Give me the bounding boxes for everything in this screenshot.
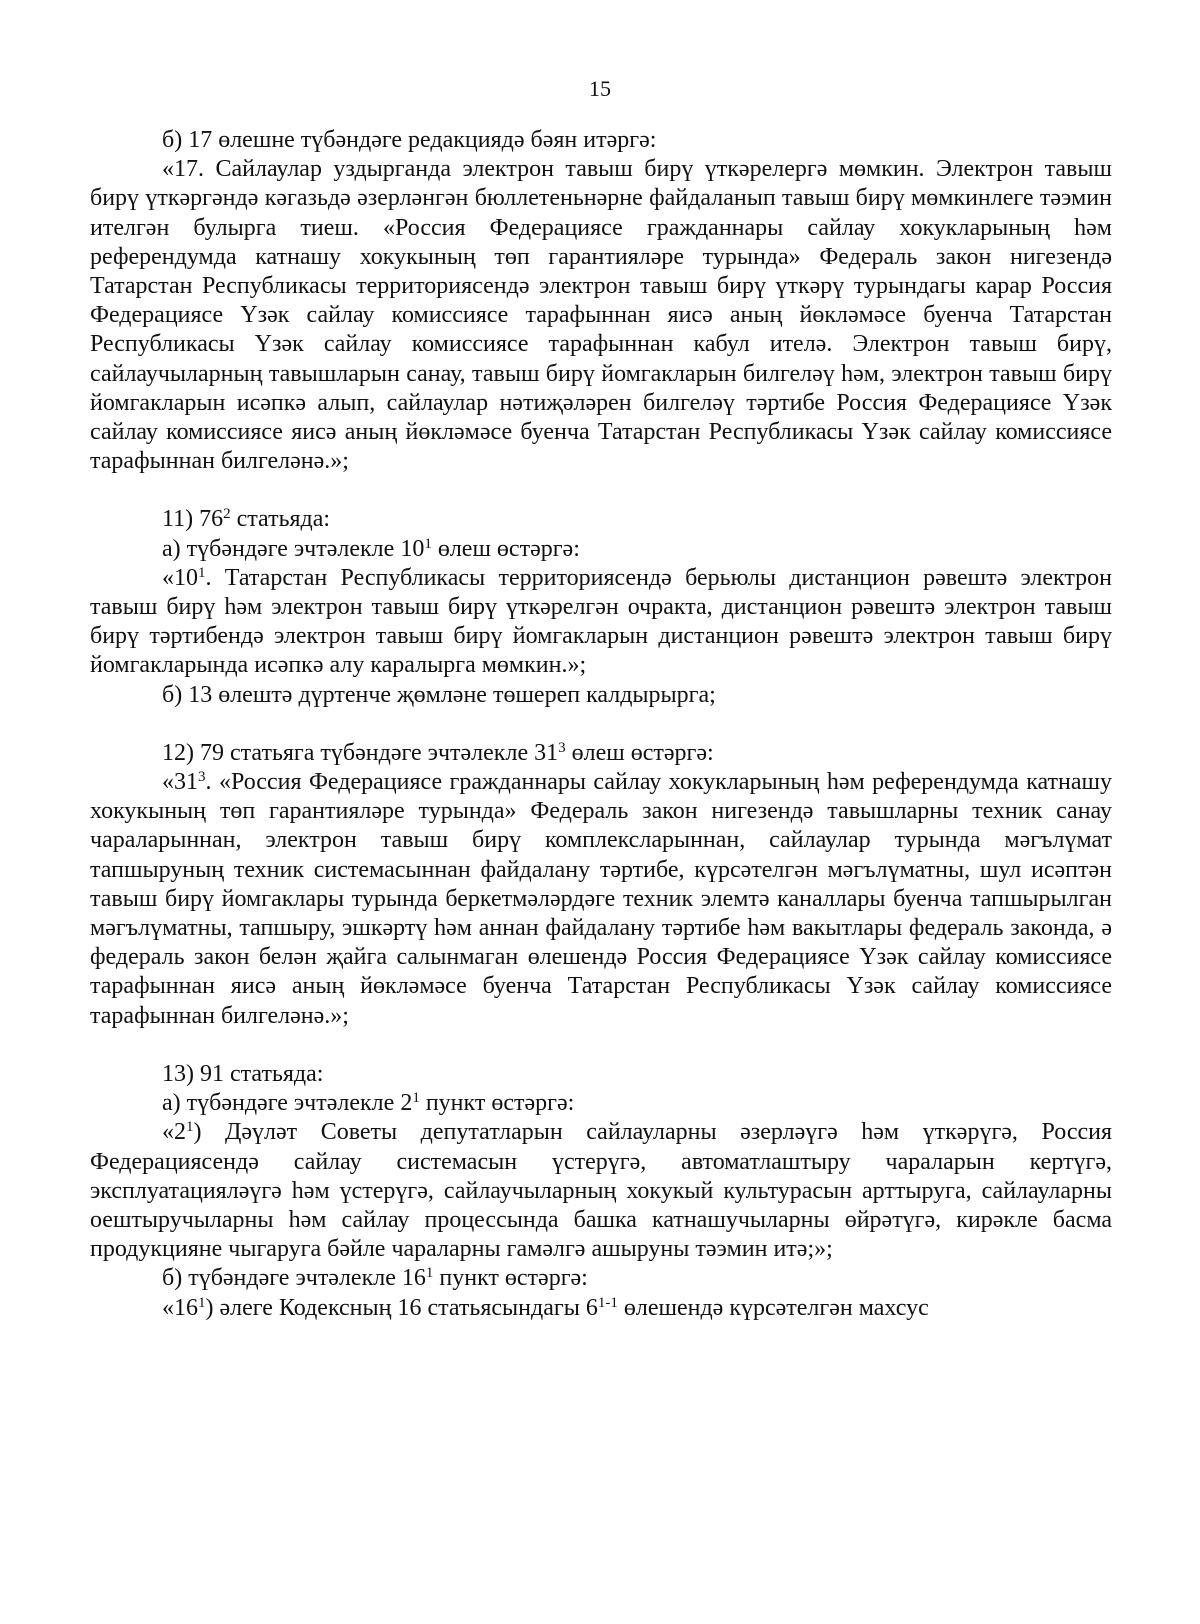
superscript: 1 bbox=[198, 1294, 206, 1311]
paragraph-text: 12) 79 статьяга түбәндәге эчтәлекле 31 bbox=[162, 739, 559, 766]
paragraph-text: а) түбәндәге эчтәлекле 10 bbox=[162, 535, 425, 562]
paragraph-text: б) 13 өлештә дүртенче җөмләне төшереп калдырырга; bbox=[162, 681, 716, 708]
page-number: 15 bbox=[589, 76, 611, 101]
document-body bbox=[90, 126, 1112, 1323]
superscript: 1-1 bbox=[597, 1294, 618, 1311]
superscript: 2 bbox=[223, 506, 231, 523]
paragraph bbox=[90, 564, 1112, 681]
superscript: 1 bbox=[425, 1265, 434, 1282]
paragraph-gap bbox=[90, 710, 1112, 739]
paragraph-text: «31 bbox=[162, 769, 198, 796]
paragraph-text: өлеш өстәргә: bbox=[431, 535, 580, 562]
paragraph-text: ) әлеге Кодексның 16 статьясындагы 6 bbox=[205, 1294, 598, 1321]
paragraph-text: «16 bbox=[162, 1294, 198, 1321]
paragraph bbox=[90, 1294, 1112, 1323]
paragraph bbox=[90, 1118, 1112, 1264]
paragraph bbox=[90, 1089, 1112, 1118]
paragraph-text: «17. Сайлаулар уздырганда электрон тавыш бирү үткәрелергә мөмкин. Электрон тавыш бирү үткәргәндә кәгазьдә әзерләнгән бюллетеньнәрне файдаланып тавыш бирү мөмкинлеге тәэмин ителгән булырга тиеш. «Россия Федерациясе гражданнары сайлау хокукларының һәм референдумда катнашу хокукының төп гарантияләре турында» Федераль закон нигезендә Татарстан Республикасы территориясендә электрон тавыш бирү үткәрү турындагы карар Россия Федерациясе Үзәк сайлау комиссиясе тарафыннан яисә аның йөкләмәсе буенча Татарстан Республикасы Үзәк сайлау комиссиясе тарафыннан кабул ителә. Электрон тавыш бирү, сайлаучыларның тавышларын санау, тавыш бирү йомгакларын билгеләү һәм, электрон тавыш бирү йомгакларын исәпкә алып, сайлаулар нәтиҗәләрен билгеләү тәртибе Россия Федерациясе Үзәк сайлау комиссиясе яисә аның йөкләмәсе буенча Татарстан Республикасы Үзәк сайлау комиссиясе тарафыннан билгеләнә.»; bbox=[90, 156, 1112, 475]
paragraph-text: өлешендә күрсәтелгән махсус bbox=[617, 1294, 929, 1321]
paragraph bbox=[90, 535, 1112, 564]
paragraph bbox=[90, 126, 1112, 155]
superscript: 3 bbox=[198, 769, 206, 786]
paragraph bbox=[90, 1264, 1112, 1293]
paragraph-text: пункт өстәргә: bbox=[433, 1265, 588, 1292]
paragraph-gap bbox=[90, 1031, 1112, 1060]
paragraph bbox=[90, 155, 1112, 476]
superscript: 1 bbox=[186, 1119, 194, 1136]
paragraph-text: б) түбәндәге эчтәлекле 16 bbox=[162, 1265, 426, 1292]
paragraph bbox=[90, 739, 1112, 768]
paragraph bbox=[90, 681, 1112, 710]
paragraph-text: а) түбәндәге эчтәлекле 2 bbox=[162, 1090, 413, 1117]
paragraph-text: ) Дәүләт Советы депутатларын сайлауларны әзерләүгә һәм үткәрүгә, Россия Федерациясендә сайлау системасын үстерүгә, автоматлаштыру чараларын кертүгә, эксплуатацияләүгә һәм үстерүгә, сайлаучыларның хокукый культурасын арттыруга, сайлауларны оештыручыларны һәм сайлау процессында башка катнашучыларны өйрәтүгә, кирәкле басма продукцияне чыгаруга бәйле чараларны гамәлгә ашыруны тәэмин итә;»; bbox=[90, 1119, 1112, 1263]
paragraph-text: «2 bbox=[162, 1119, 186, 1146]
paragraph-text: «10 bbox=[162, 564, 198, 591]
paragraph-text: пункт өстәргә: bbox=[419, 1090, 575, 1117]
paragraph-text: . «Россия Федерациясе гражданнары сайлау хокукларының һәм референдумда катнашу хокукының төп гарантияләре турында» Федераль закон нигезендә тавышларны техник санау чараларыннан, электрон тавыш бирү комплексларыннан, сайлаулар турында мәгълүмат тапшыруның техник системасыннан файдалану тәртибе, күрсәтелгән мәгълүматны, шул исәптән тавыш бирү йомгаклары турында беркетмәләрдәге техник элемтә каналлары буенча тапшырылган мәгълүматны, тапшыру, эшкәртү һәм аннан файдалану тәртибе һәм вакытлары федераль законда, ә федераль закон белән җайга салынмаган өлешендә Россия Федерациясе Үзәк сайлау комиссиясе тарафыннан яисә аның йөкләмәсе буенча Татарстан Республикасы Үзәк сайлау комиссиясе тарафыннан билгеләнә.»; bbox=[90, 769, 1112, 1029]
paragraph bbox=[90, 768, 1112, 1031]
paragraph bbox=[90, 1060, 1112, 1089]
superscript: 3 bbox=[558, 739, 566, 756]
superscript: 1 bbox=[424, 535, 432, 552]
superscript: 1 bbox=[198, 564, 206, 581]
paragraph-text: статьяда: bbox=[230, 506, 331, 533]
paragraph-text: . Татарстан Республикасы территориясендә берьюлы дистанцион рәвештә электрон тавыш бирү һәм электрон тавыш бирү үткәрелгән очракта, дистанцион рәвештә электрон тавыш бирү тәртибендә электрон тавыш бирү йомгакларын дистанцион рәвештә электрон тавыш бирү йомгакларында исәпкә алу каралырга мөмкин.»; bbox=[90, 564, 1112, 679]
paragraph-text: 11) 76 bbox=[162, 506, 224, 533]
paragraph bbox=[90, 505, 1112, 534]
paragraph-gap bbox=[90, 476, 1112, 505]
paragraph-text: б) 17 өлешне түбәндәге редакциядә бәян итәргә: bbox=[162, 127, 657, 153]
paragraph-text: өлеш өстәргә: bbox=[565, 739, 714, 766]
superscript: 1 bbox=[412, 1090, 420, 1107]
paragraph-text: 13) 91 статьяда: bbox=[162, 1060, 324, 1087]
